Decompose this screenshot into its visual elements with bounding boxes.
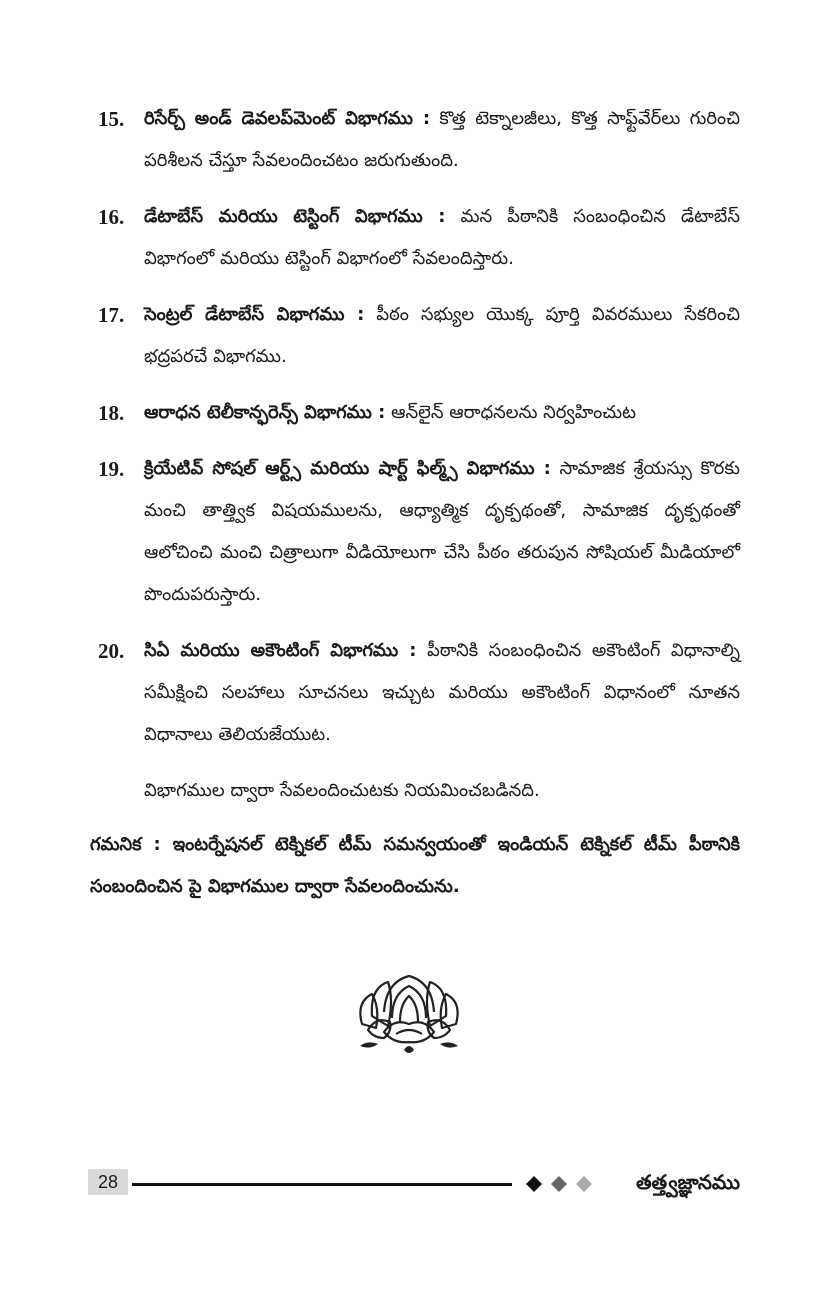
closing-line: విభాగముల ద్వారా సేవలందించుటకు నియమించబడినది.	[144, 780, 540, 801]
item-heading: ఆరాధన టెలీకాన్ఫరెన్స్ విభాగము :	[144, 402, 386, 423]
item-number: 17.	[98, 303, 125, 327]
page-footer	[88, 1166, 740, 1198]
item-heading: సిఏ మరియు అకౌంటింగ్ విభాగము :	[144, 640, 417, 661]
page-number: 28	[88, 1169, 128, 1195]
list-item-20	[90, 630, 740, 756]
item-text: పీఠం సభ్యుల యొక్క పూర్తి వివరములు సేకరించి భద్రపరచే విభాగము.	[144, 304, 740, 367]
note-paragraph: గమనిక : ఇంటర్నేషనల్ టెక్నికల్ టీమ్ సమన్వయంతో ఇండియన్ టెక్నికల్ టీమ్ పీఠానికి సంబందించిన పై విభాగముల ద్వారా సేవలందించును.	[90, 834, 740, 897]
list-item-18	[90, 392, 740, 434]
item-number: 20.	[98, 639, 125, 663]
item-text: పీఠానికి సంబంధించిన అకౌంటింగ్ విధానాల్ని సమీక్షించి సలహాలు సూచనలు ఇచ్చుట మరియు అకౌంటింగ్ విధానంలో నూతన విధానాలు తెలియజేయుట.	[144, 640, 740, 745]
item-number: 16.	[98, 205, 125, 229]
list-item-15	[90, 98, 740, 182]
lotus-icon	[354, 972, 464, 1062]
item-heading: రిసేర్చ్ అండ్ డెవలప్‌మెంట్ విభాగము :	[144, 108, 431, 129]
diamond-ornament-icon	[524, 1173, 604, 1195]
list-item-19	[90, 448, 740, 616]
item-heading: క్రియేటివ్ సోషల్ ఆర్ట్స్ మరియు షార్ట్ ఫిల్మ్స్ విభాగము :	[144, 458, 551, 479]
item-number: 19.	[98, 457, 125, 481]
footer-rule	[132, 1183, 512, 1186]
item-text: ఆన్‌లైన్ ఆరాధనలను నిర్వహించుట	[391, 402, 637, 423]
item-heading: డేటాబేస్ మరియు టెస్టింగ్ విభాగము :	[144, 206, 446, 227]
list-item-16	[90, 196, 740, 280]
book-title: తత్త్వజ్ఞానము	[635, 1170, 740, 1194]
item-text: కొత్త టెక్నాలజీలు, కొత్త సాఫ్ట్‌వేర్‌లు గురించి పరిశీలన చేస్తూ సేవలందించటం జరుగుతుంది.	[144, 108, 740, 171]
item-text: మన పీఠానికి సంబంధించిన డేటాబేస్ విభాగంలో మరియు టెస్టింగ్ విభాగంలో సేవలందిస్తారు.	[144, 206, 740, 269]
item-heading: సెంట్రల్ డేటాబేస్ విభాగము :	[144, 304, 365, 325]
item-number: 15.	[98, 107, 125, 131]
item-number: 18.	[98, 401, 125, 425]
item-text: సామాజిక శ్రేయస్సు కొరకు మంచి తాత్త్విక విషయములను, ఆధ్యాత్మిక దృక్పథంతో, సామాజిక దృక్పథంతో ఆలోచించి మంచి చిత్రాలుగా వీడియోలుగా చేసి పీఠం తరుపున సోషియల్ మీడియాలో పొందుపరుస్తారు.	[144, 458, 740, 605]
page-content	[90, 98, 740, 908]
list-item-17	[90, 294, 740, 378]
